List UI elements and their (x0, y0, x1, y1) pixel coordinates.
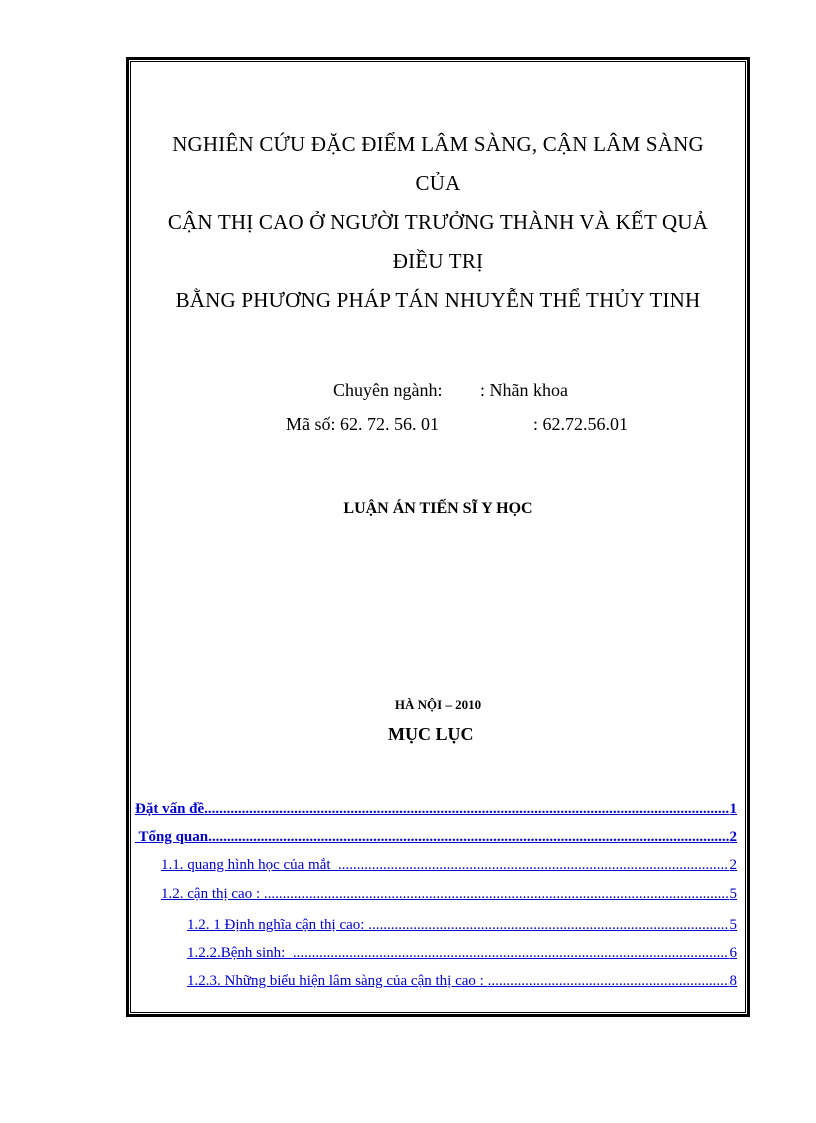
toc-leader-dots (338, 857, 728, 874)
title-line-5: BẰNG PHƯƠNG PHÁP TÁN NHUYỄN THỂ THỦY TINH (175, 288, 701, 312)
code-value: : 62.72.56.01 (533, 414, 629, 434)
title-line-4: ĐIỀU TRỊ (392, 249, 484, 273)
toc-entry-page: 5 (729, 886, 737, 902)
toc-entry-page: 2 (729, 829, 737, 845)
toc-entry-page: 6 (729, 945, 737, 961)
toc-leader-dots (208, 829, 728, 846)
title-line-2: CỦA (415, 171, 461, 195)
toc-entry-label: Đặt vấn đề (135, 801, 205, 817)
toc-entry-page: 2 (729, 857, 737, 873)
toc-entry-label: 1.2.3. Những biểu hiện lâm sàng của cận thị cao : (187, 973, 488, 989)
toc-entry-label: 1.2.2.Bệnh sinh: (187, 945, 293, 961)
toc-entry-page: 5 (729, 917, 737, 933)
toc-entry-label: Tổng quan (135, 829, 209, 845)
toc-heading: MỤC LỤC (388, 724, 474, 744)
toc-entry-page: 1 (729, 801, 737, 817)
toc-leader-dots (264, 886, 729, 903)
toc-entry-1-2-1[interactable] (187, 917, 737, 934)
toc-entry-1-2-2[interactable] (187, 945, 737, 962)
title-line-3: CẬN THỊ CAO Ở NGƯỜI TRƯỞNG THÀNH VÀ KẾT QUẢ (167, 210, 709, 234)
toc-entry-dat-van-de[interactable] (135, 801, 737, 818)
code-label: Mã số: 62. 72. 56. 01 (286, 414, 439, 434)
specialty-label: Chuyên ngành: (333, 380, 443, 400)
toc-leader-dots (488, 973, 729, 990)
toc-entry-page: 8 (729, 973, 737, 989)
toc-entry-label: 1.1. quang hình học của mắt (161, 857, 339, 873)
toc-entry-1-1[interactable] (161, 857, 737, 874)
toc-entry-tong-quan[interactable] (135, 829, 737, 846)
thesis-type: LUẬN ÁN TIẾN SĨ Y HỌC (343, 500, 533, 517)
place-year: HÀ NỘI – 2010 (394, 697, 482, 712)
toc-entry-1-2[interactable] (161, 886, 737, 903)
toc-leader-dots (204, 801, 728, 818)
toc-entry-label: 1.2. 1 Định nghĩa cận thị cao: (187, 917, 369, 933)
toc-entry-1-2-3[interactable] (187, 973, 737, 990)
specialty-value: : Nhãn khoa (480, 380, 568, 400)
toc-leader-dots (293, 945, 729, 962)
title-line-1: NGHIÊN CỨU ĐẶC ĐIỂM LÂM SÀNG, CẬN LÂM SÀNG (172, 132, 704, 156)
toc-entry-label: 1.2. cận thị cao : (161, 886, 264, 902)
toc-leader-dots (368, 917, 728, 934)
